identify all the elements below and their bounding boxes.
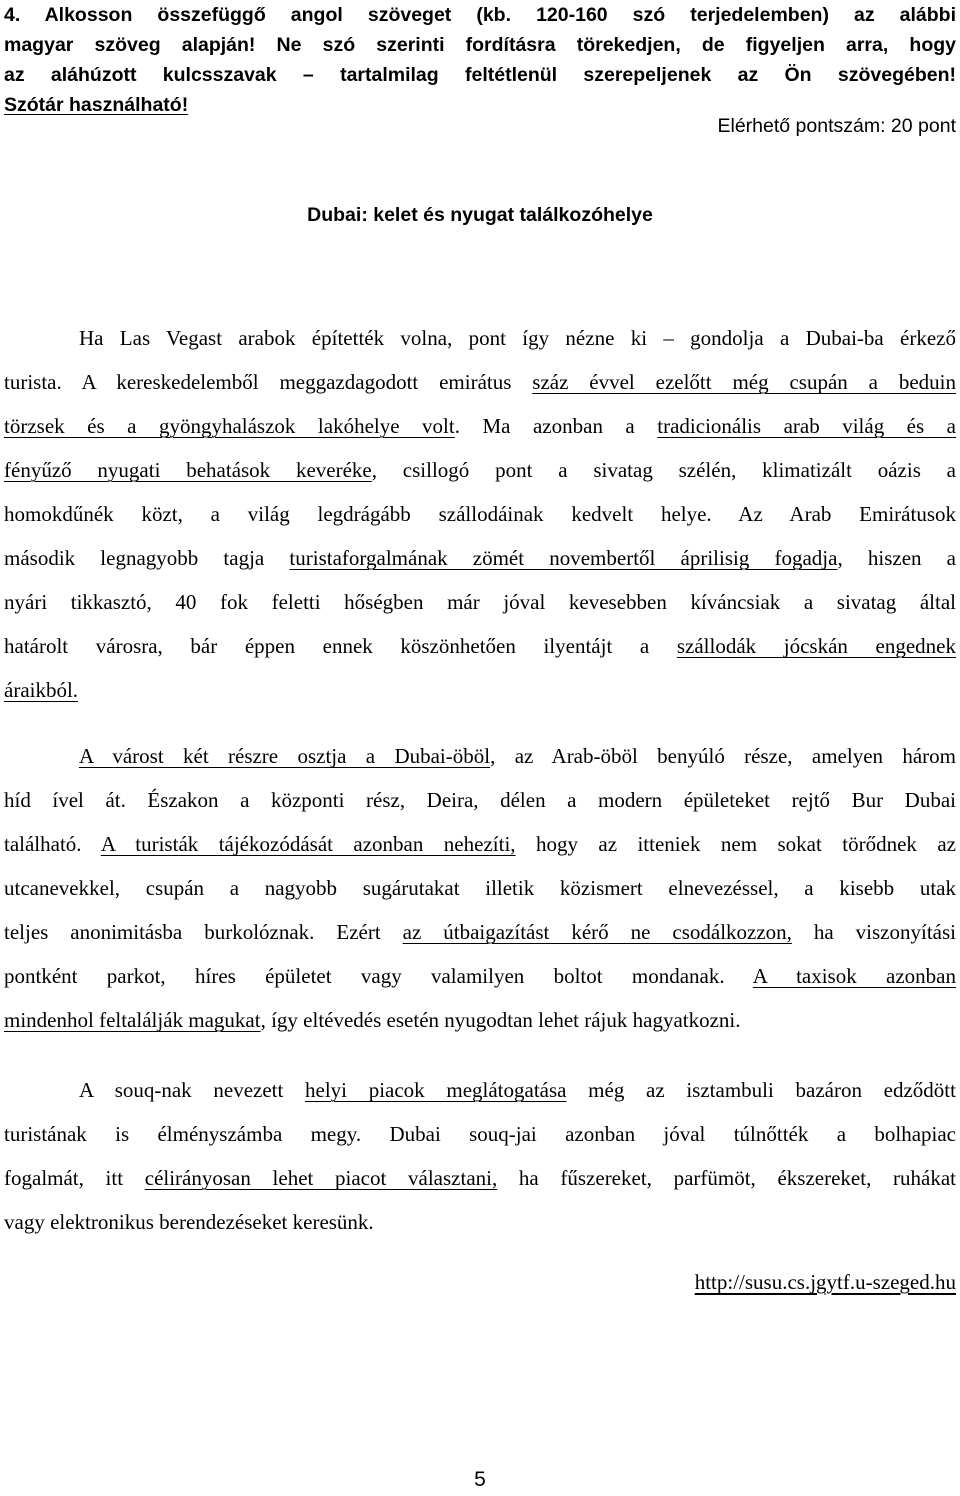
keyword: tradicionális arab világ és a bbox=[657, 414, 956, 438]
text-line: vagy elektronikus berendezéseket keresünk. bbox=[4, 1210, 374, 1234]
text-line: utcanevekkel, csupán a nagyobb sugárutakat illetik közismert elnevezéssel, a kisebb utak bbox=[4, 876, 956, 900]
keyword: turistaforgalmának zömét novembertől áprilisig fogadja bbox=[289, 546, 838, 570]
task-line-dictionary: Szótár használható! bbox=[4, 94, 189, 116]
keyword: száz évvel ezelőtt még csupán a beduin bbox=[532, 370, 956, 394]
text-line: törzsek és a gyöngyhalászok lakóhelye volt. Ma azonban a tradicionális arab világ és a bbox=[4, 414, 956, 438]
text-line: homokdűnék közt, a világ legdrágább szállodáinak kedvelt helye. Az Arab Emirátusok bbox=[4, 502, 956, 526]
keyword: áraikból. bbox=[4, 678, 79, 702]
max-points: Elérhető pontszám: 20 pont bbox=[717, 115, 956, 137]
paragraph-2 bbox=[4, 734, 956, 1042]
paragraph-1 bbox=[4, 316, 956, 712]
text-line: nyári tikkasztó, 40 fok feletti hőségben már jóval kevesebben kíváncsiak a sivatag által bbox=[4, 590, 956, 614]
text-line: A várost két részre osztja a Dubai-öböl, az Arab-öböl benyúló része, amelyen három bbox=[79, 744, 957, 768]
text-line: pontként parkot, híres épületet vagy valamilyen boltot mondanak. A taxisok azonban bbox=[4, 964, 956, 988]
keyword: szállodák jócskán engednek bbox=[676, 634, 956, 658]
source-link[interactable]: http://susu.cs.jgytf.u-szeged.hu bbox=[694, 1270, 956, 1294]
keyword: helyi piacok meglátogatása bbox=[305, 1078, 567, 1102]
text-line: mindenhol feltalálják magukat, így eltévedés esetén nyugodtan lehet rájuk hagyatkozni. bbox=[4, 1008, 741, 1032]
text-line: második legnagyobb tagja turistaforgalmának zömét novembertől áprilisig fogadja, hiszen a bbox=[4, 546, 956, 570]
text-line: fényűző nyugati behatások keveréke, csillogó pont a sivatag szélén, klimatizált oázis a bbox=[4, 458, 956, 482]
keyword: fényűző nyugati behatások keveréke bbox=[4, 458, 372, 482]
task-line: magyar szöveg alapján! Ne szó szerinti fordításra törekedjen, de figyeljen arra, hogy bbox=[4, 34, 956, 56]
task-instructions bbox=[4, 0, 956, 120]
keyword: törzsek és a gyöngyhalászok lakóhelye volt bbox=[4, 414, 455, 438]
keyword: célirányosan lehet piacot választani, bbox=[144, 1166, 498, 1190]
text-line: A souq-nak nevezett helyi piacok meglátogatása még az isztambuli bazáron edződött bbox=[79, 1078, 956, 1102]
text-line: turista. A kereskedelemből meggazdagodott emirátus száz évvel ezelőtt még csupán a beduin bbox=[4, 370, 956, 394]
text-line: fogalmát, itt célirányosan lehet piacot választani, ha fűszereket, parfümöt, ékszereket, ruhákat bbox=[4, 1166, 956, 1190]
page-number: 5 bbox=[474, 1468, 486, 1491]
text-line: Ha Las Vegast arabok építették volna, pont így nézne ki – gondolja a Dubai-ba érkező bbox=[79, 326, 956, 350]
text-title: Dubai: kelet és nyugat találkozóhelye bbox=[307, 204, 653, 226]
text-line: turistának is élményszámba megy. Dubai souq-jai azonban jóval túlnőtték a bolhapiac bbox=[4, 1122, 956, 1146]
keyword: A turisták tájékozódását azonban nehezíti, bbox=[100, 832, 516, 856]
text-line bbox=[4, 668, 956, 712]
text-line: határolt városra, bár éppen ennek köszönhetően ilyentájt a szállodák jócskán engednek bbox=[4, 634, 956, 658]
text-line: híd ível át. Északon a központi rész, Deira, délen a modern épületeket rejtő Bur Dubai bbox=[4, 788, 956, 812]
paragraph-3 bbox=[4, 1068, 956, 1244]
keyword: mindenhol feltalálják magukat bbox=[4, 1008, 261, 1032]
text-line: teljes anonimitásba burkolóznak. Ezért az útbaigazítást kérő ne csodálkozzon, ha viszonyítási bbox=[4, 920, 956, 944]
task-line: 4. Alkosson összefüggő angol szöveget (kb. 120-160 szó terjedelemben) az alábbi bbox=[4, 4, 956, 26]
text-line: található. A turisták tájékozódását azonban nehezíti, hogy az itteniek nem sokat törődnek az bbox=[4, 832, 956, 856]
keyword: az útbaigazítást kérő ne csodálkozzon, bbox=[402, 920, 792, 944]
keyword: A taxisok azonban bbox=[752, 964, 956, 988]
keyword: A várost két részre osztja a Dubai-öböl bbox=[79, 744, 491, 768]
task-line: az aláhúzott kulcsszavak – tartalmilag feltétlenül szerepeljenek az Ön szövegében! bbox=[4, 64, 956, 86]
